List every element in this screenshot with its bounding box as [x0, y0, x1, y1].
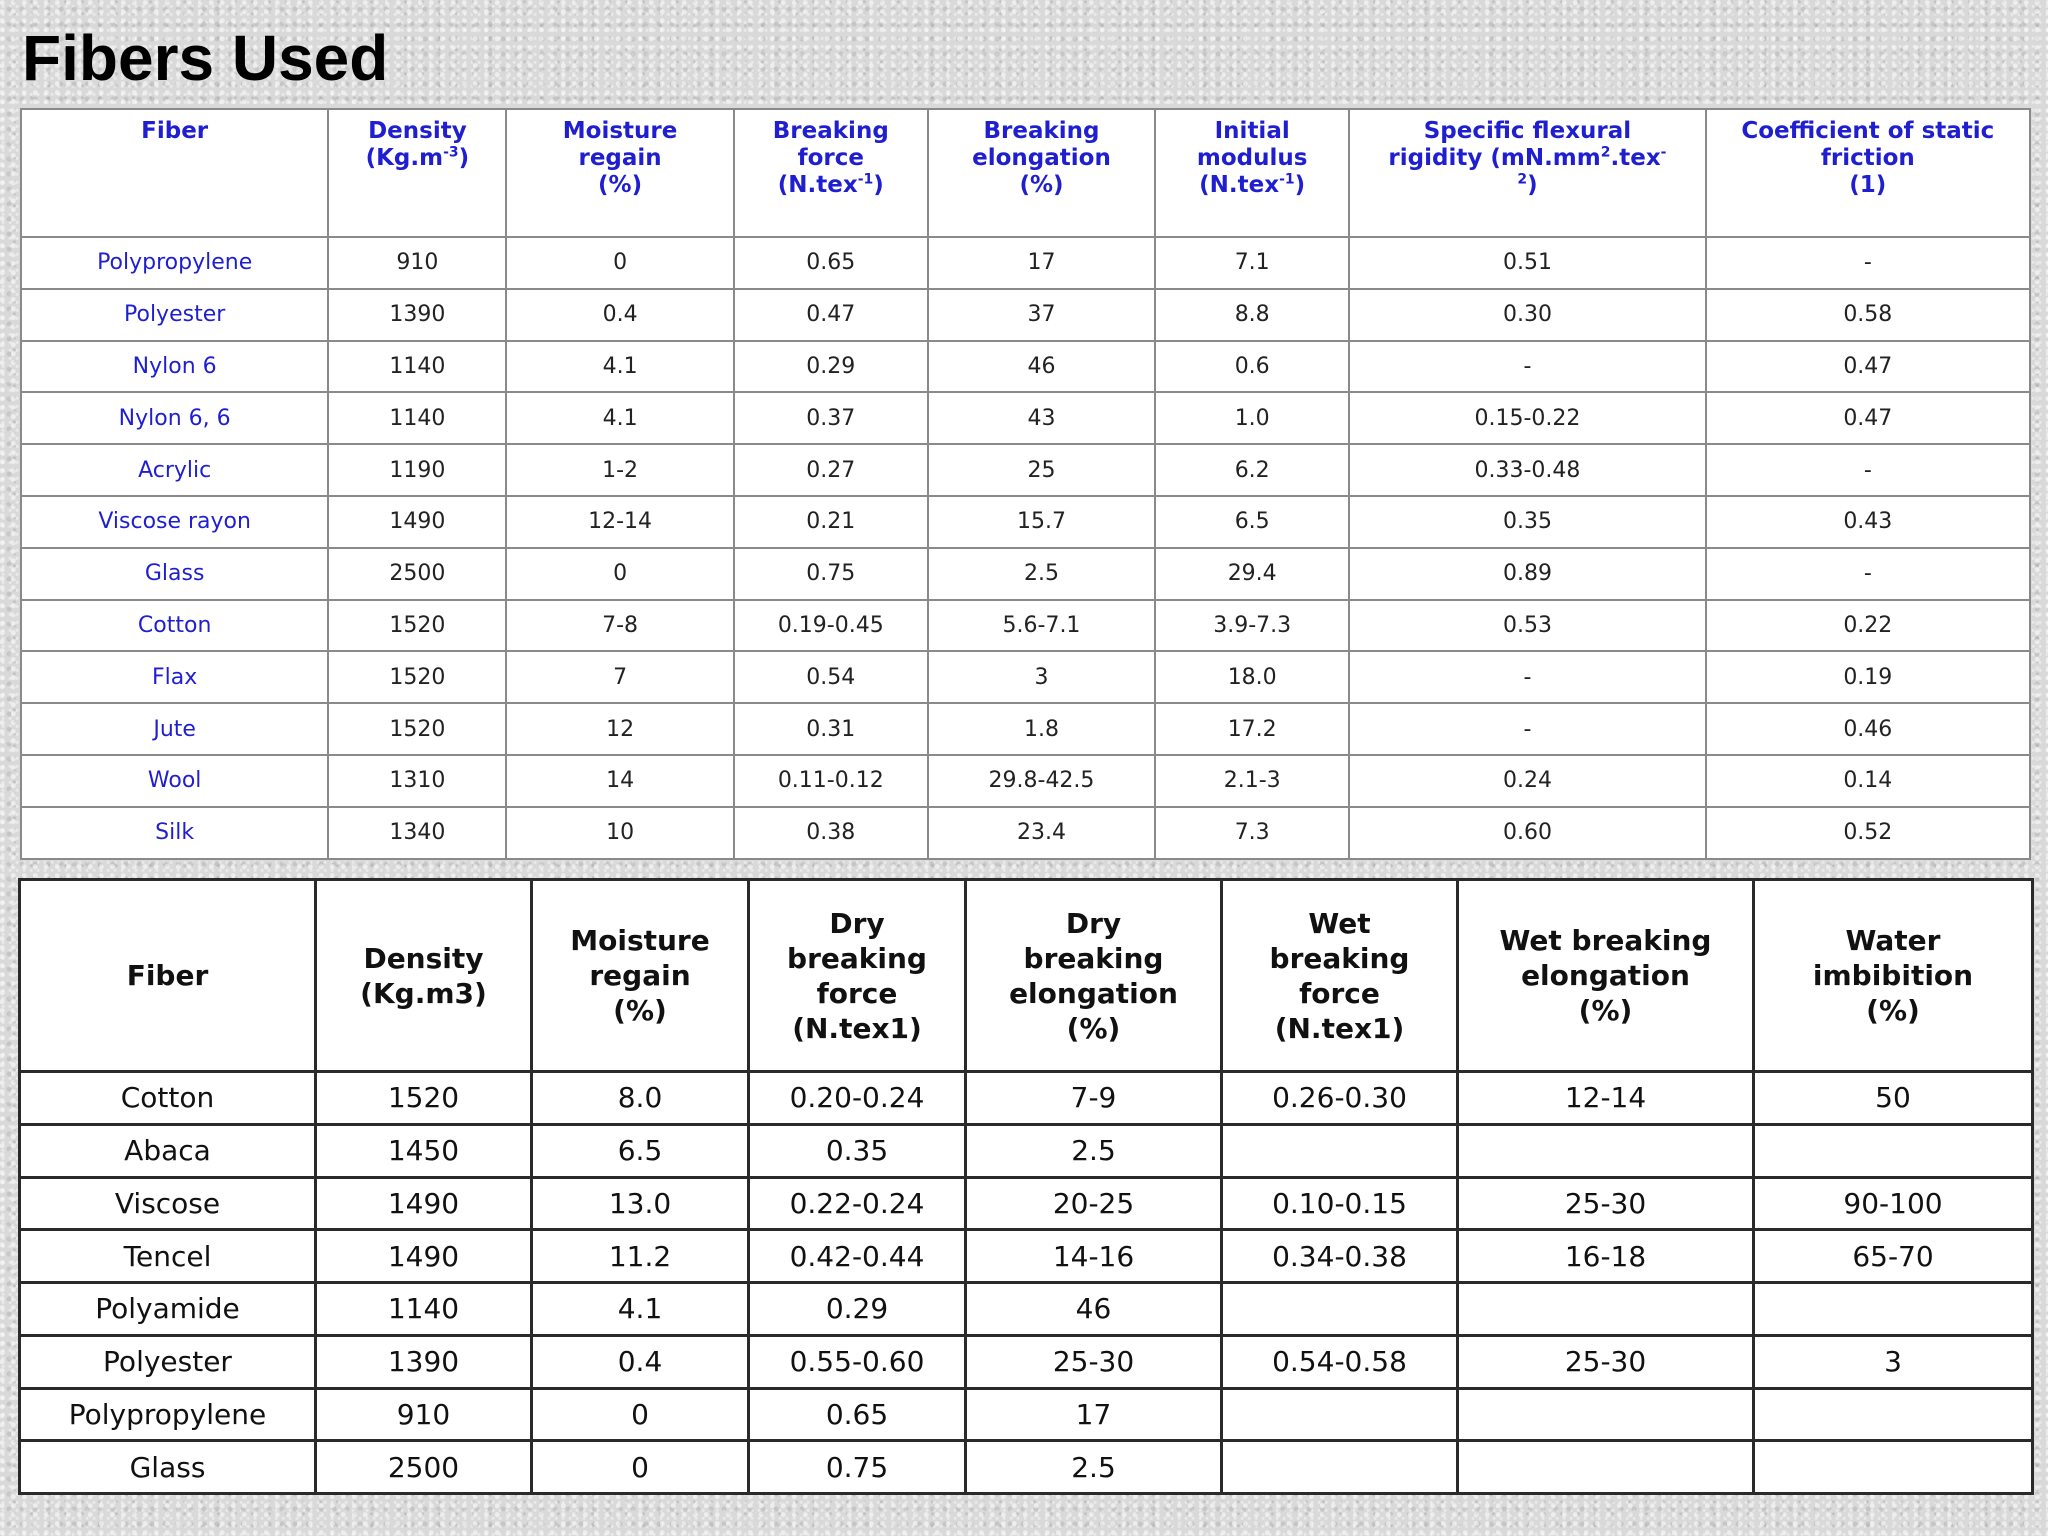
table-cell: 7.3 [1155, 807, 1349, 859]
table-cell: - [1349, 703, 1705, 755]
table-cell: 0.29 [749, 1283, 966, 1336]
table-cell: 0.53 [1349, 600, 1705, 652]
table-cell: 4.1 [532, 1283, 749, 1336]
table-cell: 0.33-0.48 [1349, 444, 1705, 496]
table-cell: 29.4 [1155, 548, 1349, 600]
table-cell: 1310 [328, 755, 506, 807]
table-cell: 0.20-0.24 [749, 1072, 966, 1125]
table-cell: 0.34-0.38 [1222, 1230, 1458, 1283]
table-cell: 1-2 [506, 444, 733, 496]
table-1 [20, 108, 2031, 860]
table-cell: 2500 [316, 1441, 532, 1494]
col-header-wet-breaking-force: Wet breaking force (N.tex1) [1222, 880, 1458, 1072]
col-header-water-imbibition: Water imbibition (%) [1754, 880, 2033, 1072]
table-cell: 17 [928, 237, 1155, 289]
table-cell: 8.0 [532, 1072, 749, 1125]
table-cell: 25-30 [1458, 1335, 1754, 1388]
fiber-name-cell: Abaca [20, 1124, 316, 1177]
table-cell: 25-30 [966, 1335, 1222, 1388]
fiber-name-cell: Wool [21, 755, 328, 807]
table-row [20, 1072, 2033, 1125]
table-cell: 50 [1754, 1072, 2033, 1125]
col-header-breaking-elongation: Breaking elongation (%) [928, 109, 1155, 237]
table-cell: 13.0 [532, 1177, 749, 1230]
table-cell: 0.47 [734, 289, 928, 341]
table-cell: 0.47 [1706, 392, 2030, 444]
table-cell: 1140 [328, 341, 506, 393]
table-cell: 0.47 [1706, 341, 2030, 393]
table-cell: 1140 [328, 392, 506, 444]
table-row [20, 1124, 2033, 1177]
table-cell [1222, 1124, 1458, 1177]
table-row [20, 1230, 2033, 1283]
table-cell [1458, 1283, 1754, 1336]
table-cell: 1490 [328, 496, 506, 548]
table-cell: 6.2 [1155, 444, 1349, 496]
table-cell: 910 [316, 1388, 532, 1441]
table-cell: 5.6-7.1 [928, 600, 1155, 652]
table-row [21, 444, 2030, 496]
table-row [21, 600, 2030, 652]
table-cell: 0.51 [1349, 237, 1705, 289]
table-cell [1754, 1388, 2033, 1441]
table-cell: 0.22-0.24 [749, 1177, 966, 1230]
table-cell: 0.21 [734, 496, 928, 548]
fiber-name-cell: Jute [21, 703, 328, 755]
table-cell: 0.89 [1349, 548, 1705, 600]
table-row [21, 651, 2030, 703]
col-header-moisture-regain: Moisture regain (%) [532, 880, 749, 1072]
table-cell: 4.1 [506, 341, 733, 393]
table-cell: 1490 [316, 1230, 532, 1283]
table-cell: - [1706, 237, 2030, 289]
fiber-name-cell: Polypropylene [20, 1388, 316, 1441]
fiber-wet-dry-table [18, 878, 2031, 1495]
table-cell: 17.2 [1155, 703, 1349, 755]
table-cell: 8.8 [1155, 289, 1349, 341]
table-cell: 0.55-0.60 [749, 1335, 966, 1388]
table-cell [1222, 1283, 1458, 1336]
fiber-name-cell: Acrylic [21, 444, 328, 496]
table-cell: 15.7 [928, 496, 1155, 548]
table-cell: 17 [966, 1388, 1222, 1441]
table-cell: 1520 [328, 651, 506, 703]
table-cell: 7-8 [506, 600, 733, 652]
fiber-name-cell: Flax [21, 651, 328, 703]
table-cell: 1.8 [928, 703, 1155, 755]
col-header-dry-breaking-force: Dry breaking force (N.tex1) [749, 880, 966, 1072]
table-cell: 0.30 [1349, 289, 1705, 341]
table-cell: 0.27 [734, 444, 928, 496]
table-cell: 90-100 [1754, 1177, 2033, 1230]
table-cell: 2.5 [966, 1441, 1222, 1494]
fiber-name-cell: Viscose [20, 1177, 316, 1230]
table-cell: 0.75 [734, 548, 928, 600]
table-cell: - [1349, 341, 1705, 393]
table-cell: 0.19 [1706, 651, 2030, 703]
col-header-fiber: Fiber [20, 880, 316, 1072]
table-cell: 25 [928, 444, 1155, 496]
fiber-name-cell: Silk [21, 807, 328, 859]
table-row [21, 755, 2030, 807]
table-cell: 0 [532, 1388, 749, 1441]
table-cell: 43 [928, 392, 1155, 444]
table-cell: 1340 [328, 807, 506, 859]
table-cell: 0.38 [734, 807, 928, 859]
table-row [21, 496, 2030, 548]
table-cell: 0.54-0.58 [1222, 1335, 1458, 1388]
table-cell: 1390 [328, 289, 506, 341]
table-2-body [20, 1072, 2033, 1494]
col-header-density: Density (Kg.m3) [316, 880, 532, 1072]
fiber-properties-table [20, 108, 2031, 858]
table-row [20, 1283, 2033, 1336]
table-cell: 0.54 [734, 651, 928, 703]
table-row [21, 703, 2030, 755]
table-1-body [21, 237, 2030, 859]
col-header-flexural-rigidity: Specific flexural rigidity ($mN.mm^2.tex^-$ $^2$) [1349, 109, 1705, 237]
table-cell: 37 [928, 289, 1155, 341]
table-cell: 1520 [328, 600, 506, 652]
fiber-name-cell: Viscose rayon [21, 496, 328, 548]
table-cell: - [1706, 444, 2030, 496]
fiber-name-cell: Cotton [21, 600, 328, 652]
table-cell: 1390 [316, 1335, 532, 1388]
table-cell: 0.31 [734, 703, 928, 755]
table-cell: 11.2 [532, 1230, 749, 1283]
table-cell: 1190 [328, 444, 506, 496]
table-cell: 0.52 [1706, 807, 2030, 859]
table-cell: 0.75 [749, 1441, 966, 1494]
table-cell [1754, 1124, 2033, 1177]
table-cell: 29.8-42.5 [928, 755, 1155, 807]
table-row [21, 341, 2030, 393]
table-row [20, 1388, 2033, 1441]
table-cell: 0.65 [749, 1388, 966, 1441]
col-header-wet-breaking-elongation: Wet breaking elongation (%) [1458, 880, 1754, 1072]
table-cell: 0.35 [1349, 496, 1705, 548]
col-header-fiber: Fiber [21, 109, 328, 237]
table-cell: 0.11-0.12 [734, 755, 928, 807]
table-cell: 0 [506, 237, 733, 289]
table-cell: 12-14 [1458, 1072, 1754, 1125]
table-cell: 0.15-0.22 [1349, 392, 1705, 444]
table-cell: 7 [506, 651, 733, 703]
table-cell: - [1349, 651, 1705, 703]
table-cell: 0.58 [1706, 289, 2030, 341]
fiber-name-cell: Tencel [20, 1230, 316, 1283]
table-cell: 1520 [328, 703, 506, 755]
table-cell: 0.19-0.45 [734, 600, 928, 652]
table-cell: 2.5 [966, 1124, 1222, 1177]
table-cell: 12-14 [506, 496, 733, 548]
table-cell: 0.24 [1349, 755, 1705, 807]
table-cell [1458, 1441, 1754, 1494]
table-cell: 3.9-7.3 [1155, 600, 1349, 652]
table-cell: 3 [1754, 1335, 2033, 1388]
table-cell: 46 [966, 1283, 1222, 1336]
table-cell: 0.65 [734, 237, 928, 289]
col-header-dry-breaking-elongation: Dry breaking elongation (%) [966, 880, 1222, 1072]
table-cell: 7.1 [1155, 237, 1349, 289]
table-cell: 0.22 [1706, 600, 2030, 652]
table-cell: 14 [506, 755, 733, 807]
fiber-name-cell: Polyester [20, 1335, 316, 1388]
table-cell: - [1706, 548, 2030, 600]
fiber-name-cell: Glass [21, 548, 328, 600]
table-cell: 0.6 [1155, 341, 1349, 393]
table-cell: 7-9 [966, 1072, 1222, 1125]
col-header-static-friction: Coefficient of static friction (1) [1706, 109, 2030, 237]
table-cell: 0.42-0.44 [749, 1230, 966, 1283]
table-cell: 0 [532, 1441, 749, 1494]
table-cell [1222, 1388, 1458, 1441]
table-cell: 14-16 [966, 1230, 1222, 1283]
table-cell: 0.26-0.30 [1222, 1072, 1458, 1125]
table-cell: 1490 [316, 1177, 532, 1230]
table-cell: 0.14 [1706, 755, 2030, 807]
table-row [21, 392, 2030, 444]
fiber-name-cell: Glass [20, 1441, 316, 1494]
table-row [20, 1441, 2033, 1494]
table-cell: 6.5 [532, 1124, 749, 1177]
fiber-name-cell: Polypropylene [21, 237, 328, 289]
table-cell [1458, 1124, 1754, 1177]
table-row [20, 1335, 2033, 1388]
table-row [21, 237, 2030, 289]
table-cell [1222, 1441, 1458, 1494]
table-cell: 0.4 [532, 1335, 749, 1388]
fiber-name-cell: Polyester [21, 289, 328, 341]
table-cell: 4.1 [506, 392, 733, 444]
fiber-name-cell: Nylon 6, 6 [21, 392, 328, 444]
table-cell: 0.29 [734, 341, 928, 393]
table-cell: 3 [928, 651, 1155, 703]
col-header-density: Density $(Kg.m^{-3})$ [328, 109, 506, 237]
table-cell: 2500 [328, 548, 506, 600]
table-row [21, 807, 2030, 859]
table-cell: 0.10-0.15 [1222, 1177, 1458, 1230]
table-cell: 16-18 [1458, 1230, 1754, 1283]
table-cell: 23.4 [928, 807, 1155, 859]
table-header-row [21, 109, 2030, 237]
table-cell: 910 [328, 237, 506, 289]
table-cell: 46 [928, 341, 1155, 393]
table-cell: 0.43 [1706, 496, 2030, 548]
col-header-breaking-force: Breaking force (N.tex$^{-1}$) [734, 109, 928, 237]
table-cell: 25-30 [1458, 1177, 1754, 1230]
table-cell: 1140 [316, 1283, 532, 1336]
table-cell [1754, 1441, 2033, 1494]
fiber-name-cell: Cotton [20, 1072, 316, 1125]
table-cell: 2.1-3 [1155, 755, 1349, 807]
table-header-row [20, 880, 2033, 1072]
table-row [21, 289, 2030, 341]
table-cell [1754, 1283, 2033, 1336]
table-cell: 0.4 [506, 289, 733, 341]
table-cell: 10 [506, 807, 733, 859]
fiber-name-cell: Polyamide [20, 1283, 316, 1336]
table-cell: 20-25 [966, 1177, 1222, 1230]
table-cell: 65-70 [1754, 1230, 2033, 1283]
table-row [21, 548, 2030, 600]
table-cell: 1520 [316, 1072, 532, 1125]
table-2 [18, 878, 2034, 1495]
table-cell: 0.35 [749, 1124, 966, 1177]
table-cell: 2.5 [928, 548, 1155, 600]
table-cell: 18.0 [1155, 651, 1349, 703]
fiber-name-cell: Nylon 6 [21, 341, 328, 393]
col-header-initial-modulus: Initial modulus (N.tex$^{-1}$) [1155, 109, 1349, 237]
table-cell: 1.0 [1155, 392, 1349, 444]
table-cell: 6.5 [1155, 496, 1349, 548]
table-cell [1458, 1388, 1754, 1441]
table-cell: 0.60 [1349, 807, 1705, 859]
page-title: Fibers Used [22, 22, 389, 94]
table-cell: 0.37 [734, 392, 928, 444]
col-header-moisture-regain: Moisture regain (%) [506, 109, 733, 237]
table-row [20, 1177, 2033, 1230]
table-cell: 0 [506, 548, 733, 600]
table-cell: 12 [506, 703, 733, 755]
table-cell: 0.46 [1706, 703, 2030, 755]
table-cell: 1450 [316, 1124, 532, 1177]
